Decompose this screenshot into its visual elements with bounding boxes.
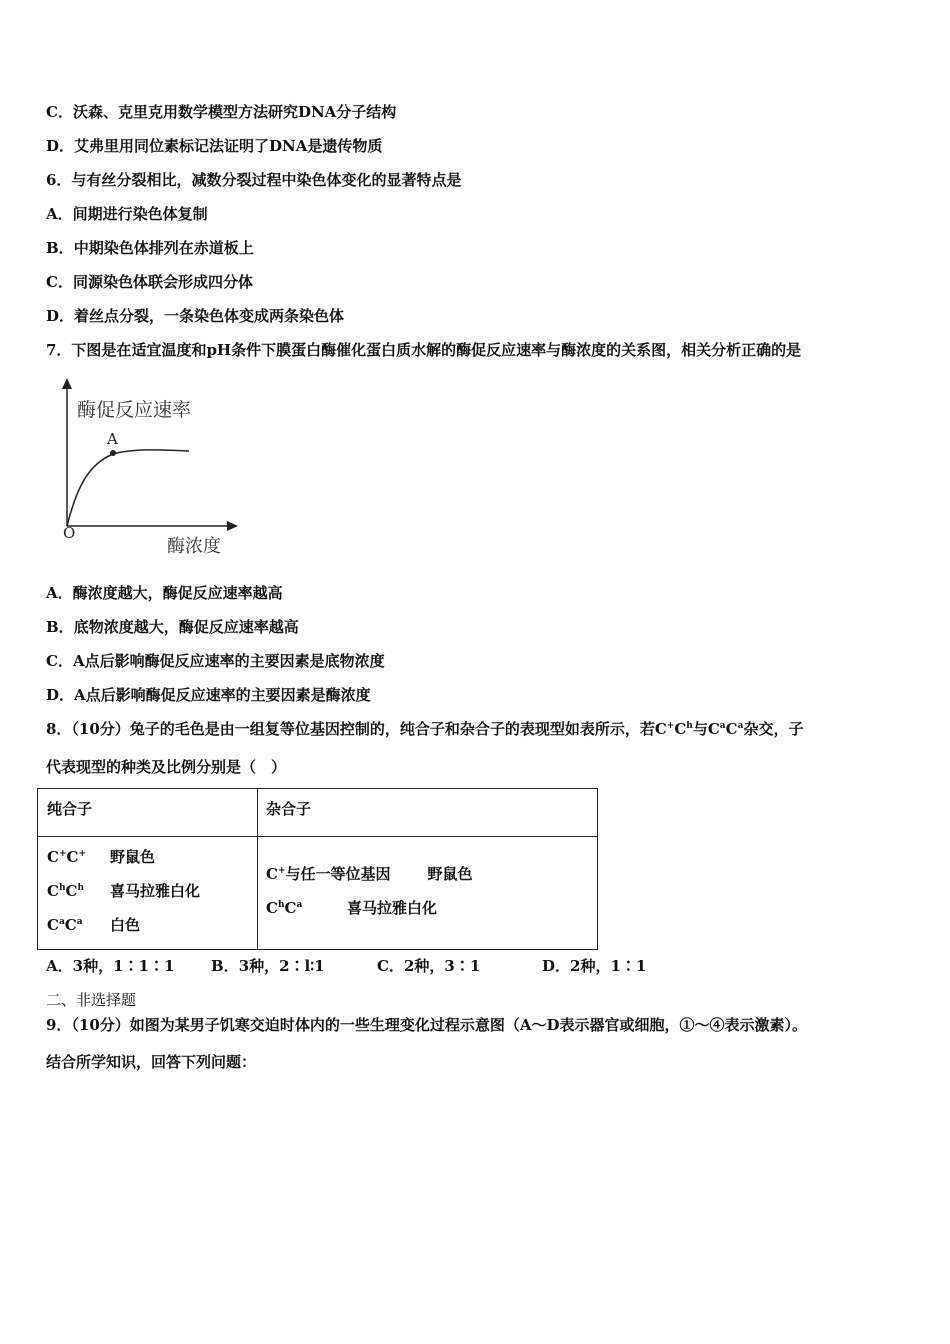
allele: h	[58, 883, 66, 893]
phenotype: 野鼠色	[110, 848, 156, 866]
q5-option-d-label: D．	[46, 137, 75, 155]
genotype-desc: 与任一等位基因	[285, 865, 391, 883]
q8-cross-1-gene-2: C	[674, 720, 687, 738]
y-axis-arrow-icon	[62, 378, 72, 389]
genotype	[47, 915, 110, 935]
table-row	[266, 864, 473, 884]
phenotype: 白色	[110, 916, 141, 934]
gene: C	[47, 882, 59, 900]
q5-option-d-text: 艾弗里用同位素标记法证明了DNA是遗传物质	[74, 137, 383, 155]
q8-cross-1-gene: C	[654, 720, 667, 738]
gene: C	[47, 848, 59, 866]
q8-stem-suffix: 杂交，子	[743, 720, 804, 738]
phenotype: 喜马拉雅白化	[347, 899, 438, 917]
q7-option-d-label: D．	[46, 686, 75, 704]
table-header-heterozygous: 杂合子	[266, 800, 312, 818]
q8-option-a-label: A．	[46, 957, 73, 975]
q8-phenotype-table	[37, 788, 598, 950]
q8-stem	[46, 719, 803, 739]
y-axis-label: 酶促反应速率	[77, 399, 192, 421]
q6-option-d	[46, 306, 344, 326]
q7-option-b-text: 底物浓度越大，酶促反应速率越高	[73, 618, 299, 636]
table-row	[266, 898, 437, 918]
q8-cross-2-gene: C	[707, 720, 720, 738]
genotype	[266, 898, 347, 918]
q6-option-a	[46, 204, 208, 224]
gene: C	[266, 899, 278, 917]
table-row	[47, 915, 140, 935]
table-row	[47, 847, 155, 867]
x-axis-label: 酶浓度	[167, 536, 221, 557]
q6-option-b-label: B．	[46, 239, 74, 257]
q8-cross-1-allele: +	[666, 721, 675, 731]
q6-option-d-text: 着丝点分裂，一条染色体变成两条染色体	[74, 307, 345, 325]
q8-option-c	[377, 956, 480, 976]
q5-option-c	[46, 102, 396, 122]
origin-label: O	[63, 524, 76, 542]
gene: C	[65, 882, 78, 900]
allele: a	[58, 917, 65, 927]
q9-stem: 9．（10分）如图为某男子饥寒交迫时体内的一些生理变化过程示意图（A～D表示器官或细胞，①～④表示激素）。	[46, 1016, 807, 1034]
phenotype: 野鼠色	[427, 865, 473, 883]
q7-option-a-text: 酶浓度越大，酶促反应速率越高	[72, 584, 283, 602]
gene: C	[66, 848, 79, 866]
point-a-label: A	[107, 430, 118, 448]
q6-option-b-text: 中期染色体排列在赤道板上	[73, 239, 254, 257]
q6-option-c-label: C．	[46, 273, 73, 291]
q9-stem-line2: 结合所学知识，回答下列问题：	[46, 1053, 257, 1071]
q8-cross-and: 与	[692, 720, 708, 738]
allele: +	[58, 849, 67, 859]
q8-option-d-label: D．	[542, 957, 571, 975]
q7-option-c-text: A点后影响酶促反应速率的主要因素是底物浓度	[72, 652, 385, 670]
allele: h	[277, 900, 285, 910]
q7-option-b	[46, 617, 299, 637]
section-title: 二、非选择题	[46, 991, 137, 1009]
q8-option-b-text: 3种，2∶l∶1	[238, 957, 325, 975]
gene: C	[47, 916, 59, 934]
table-header-homozygous: 纯合子	[47, 800, 93, 818]
q7-option-a	[46, 583, 283, 603]
allele: a	[296, 900, 303, 910]
genotype	[266, 864, 286, 884]
genotype	[47, 881, 110, 901]
allele: a	[76, 917, 83, 927]
q8-cross-2	[708, 720, 744, 738]
q6-option-c-text: 同源染色体联会形成四分体	[72, 273, 253, 291]
q8-cross-1	[655, 720, 693, 738]
table-column-divider	[257, 789, 258, 949]
q5-option-c-label: C．	[46, 103, 73, 121]
q7-stem: 7．下图是在适宜温度和pH条件下膜蛋白酶催化蛋白质水解的酶促反应速率与酶浓度的关系图，相关分析正确的是	[46, 341, 802, 359]
q8-option-c-label: C．	[377, 957, 404, 975]
q6-stem: 6．与有丝分裂相比，减数分裂过程中染色体变化的显著特点是	[46, 171, 462, 189]
q7-option-a-label: A．	[46, 584, 73, 602]
phenotype: 喜马拉雅白化	[110, 882, 201, 900]
q8-option-c-text: 2种，3∶1	[403, 957, 481, 975]
q7-option-d-text: A点后影响酶促反应速率的主要因素是酶浓度	[74, 686, 371, 704]
q6-option-a-text: 间期进行染色体复制	[72, 205, 208, 223]
gene: C	[284, 899, 297, 917]
genotype	[47, 847, 110, 867]
q5-option-d	[46, 136, 382, 156]
q8-cross-1-allele-2: h	[686, 721, 693, 731]
q8-option-b	[211, 956, 325, 976]
q6-option-d-label: D．	[46, 307, 75, 325]
point-a-marker	[110, 450, 116, 456]
x-axis-arrow-icon	[227, 521, 238, 531]
q8-option-d-text: 2种，1∶1	[570, 957, 647, 975]
gene: C	[64, 916, 77, 934]
q8-cross-2-gene-2: C	[725, 720, 738, 738]
q8-cross-2-allele-2: a	[737, 721, 744, 731]
q8-stem-prefix: 8．（10分）兔子的毛色是由一组复等位基因控制的，纯合子和杂合子的表现型如表所示，若	[46, 720, 655, 738]
q8-option-a	[46, 956, 174, 976]
q7-option-d	[46, 685, 371, 705]
q8-cross-2-allele: a	[719, 721, 726, 731]
allele: +	[277, 866, 286, 876]
allele: +	[78, 849, 86, 859]
q6-option-a-label: A．	[46, 205, 73, 223]
q7-enzyme-graph	[55, 376, 245, 562]
q7-option-c	[46, 651, 385, 671]
gene: C	[266, 865, 278, 883]
q8-option-d	[542, 956, 646, 976]
allele: h	[77, 883, 84, 893]
q8-stem-line2: 代表现型的种类及比例分别是（ ）	[46, 758, 287, 776]
table-row	[47, 881, 200, 901]
q7-option-c-label: C．	[46, 652, 73, 670]
q5-option-c-text: 沃森、克里克用数学模型方法研究DNA分子结构	[72, 103, 397, 121]
table-header-divider	[38, 836, 597, 837]
rate-curve	[67, 450, 189, 526]
q6-option-c	[46, 272, 253, 292]
q8-option-a-text: 3种，1∶1∶1	[72, 957, 175, 975]
q7-option-b-label: B．	[46, 618, 74, 636]
q8-option-b-label: B．	[211, 957, 239, 975]
q6-option-b	[46, 238, 254, 258]
